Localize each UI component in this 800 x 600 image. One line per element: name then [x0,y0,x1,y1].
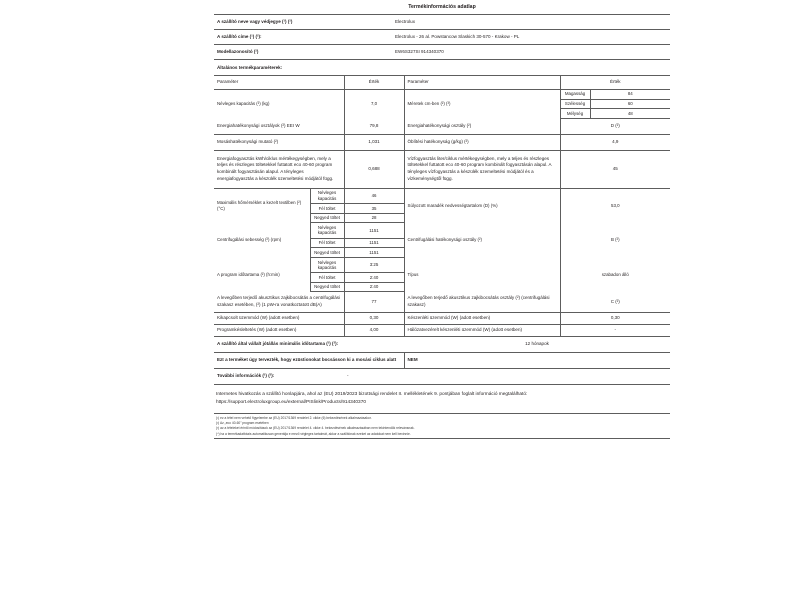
max-temperature-half-label: Fél töltet [310,203,344,213]
footnote-2: (²) Az „eco 40-60" program esetében [216,421,269,426]
washing-index-value: 1,031 [344,134,404,150]
column-header-parameter-left: Paraméter [217,79,239,85]
program-duration-label: A program időtartama (²) (h:min) [217,271,280,277]
noise-emission-value: 77 [344,292,404,313]
warranty-label: A szállító által vállalt jótállás minimális időtartama (¹) (²): [214,337,404,353]
standby-mode-label: Készenléti üzemmód (W) (adott esetben) [404,313,560,325]
table-row [214,313,670,325]
general-parameters-heading: Általános termékparaméterek: [217,64,283,70]
eei-label: Energiahatékonysági osztályok (²) EEI W [214,118,344,134]
supplier-table [214,14,670,76]
delay-start-label: Programkésleltetés (W) (adott esetben) [214,325,344,337]
program-duration-half-label: Fél töltet [310,273,344,283]
max-temperature-quarter-label: Negyed töltet [310,213,344,223]
energy-class-value: D (²) [560,118,670,134]
delay-start-value: 4,00 [344,325,404,337]
eei-value: 79,8 [344,118,404,134]
further-info-label: További információk (¹) (²): [214,369,344,385]
dimension-height-label: Magasság [560,89,590,99]
spin-speed-half-value: 1151 [344,238,404,248]
rated-capacity-label: Névleges kapacitás (²) (kg) [217,101,270,107]
spin-class-value: B (²) [560,223,670,258]
max-temperature-rated-label: Névleges kapacitás [310,188,344,203]
model-identifier-label: Modellazonosító (²) [217,48,259,54]
energy-class-label: Energiahatékonysági osztály (²) [404,118,560,134]
table-row [214,188,670,203]
table-row [214,292,670,313]
noise-emission-label: A levegőben terjedő akusztikus zajkibocsátás a centrifugálási szakasz esetében, (²) (1 pW-ra vonatkoztatott dB(A) [214,292,344,313]
spin-speed-half-label: Fél töltet [310,238,344,248]
table-row [214,45,670,60]
off-mode-label: Kikapcsolt üzemmód (W) (adott esetben) [214,313,344,325]
supplier-name-value: Electrolux [395,18,415,24]
energy-consumption-value: 0,688 [344,150,404,188]
supplier-name-label: A szállító neve vagy védjegye (¹) (²) [217,18,293,24]
dimensions-label: Méretek cm-ben (²) (³) [404,89,560,118]
dimension-width-value: 60 [590,99,670,109]
program-duration-half-value: 2:40 [344,273,404,283]
max-temperature-rated-value: 46 [344,188,404,203]
spin-speed-rated-value: 1151 [344,223,404,238]
table-row [214,150,670,188]
footnote-1: (¹) ez a tétel nem vehető figyelembe az (EU) 2017/1369 rendelet 2. cikke (6) bekezdésének alkalmazásakor. [216,415,372,420]
warranty-value: 12 hónapok [404,337,670,353]
table-row [214,257,670,272]
table-row [214,134,670,150]
table-row [214,15,670,30]
page-title: Termékinformációs adatlap [408,4,476,10]
networked-standby-label: Hálózatvezérelt készenléti üzemmód (W) (adott esetben) [404,325,560,337]
program-duration-rated-value: 3:25 [344,257,404,272]
spin-speed-quarter-value: 1151 [344,248,404,258]
product-information-sheet [214,0,670,439]
rated-capacity-value: 7,0 [344,89,404,118]
silver-ions-label: Ezt a terméket úgy tervezték, hogy ezüstionokat bocsásson ki a mosási ciklus alatt [214,353,404,369]
spin-speed-label: Centrifugálási sebesség (²) (rpm) [217,237,282,243]
rinsing-efficiency-value: 4,9 [560,134,670,150]
model-identifier-value: EW6S327SI 914340370 [395,48,444,54]
noise-class-label: A levegőben terjedő akusztikus zajkibocsátás osztály (²) (centrifugálási szakasz) [404,292,560,313]
dimension-depth-label: Mélység [560,109,590,119]
max-temperature-half-value: 35 [344,203,404,213]
dimension-depth-value: 48 [590,109,670,119]
spin-speed-quarter-label: Negyed töltet [310,248,344,258]
water-consumption-value: 45 [560,150,670,188]
supplier-address-value: Electrolux - 26 al. Powstancow Slaskich 30-570 - Krakow - PL [395,33,520,39]
spin-speed-rated-label: Névleges kapacitás [310,223,344,238]
table-row [214,30,670,45]
column-header-value-right: Érték [560,76,670,89]
program-duration-quarter-label: Negyed töltet [310,282,344,292]
residual-moisture-label: Súlyozott maradék nedvességtartalom (D) (%) [404,188,560,223]
dimension-height-value: 84 [590,89,670,99]
networked-standby-value: - [560,325,670,337]
dimension-width-label: Szélesség [560,99,590,109]
max-temperature-quarter-value: 28 [344,213,404,223]
spin-class-label: Centrifugálási hatékonysági osztály (²) [404,223,560,258]
website-reference-text: Internetes hivatkozás a szállító honlapjára, ahol az (EU) 2019/2023 bizottsági rendelet II. mellékletének 9. pontjában foglalt információ megtalálható: https://support.electroluxgroup.eu/external/PISlink/Products/914340370 [216,391,528,405]
energy-consumption-label: Energiafogyasztás kWh/ciklus mértékegységben, mely a teljes és részleges töltetekkel futtatott eco 40-60 program kombinált fogyasztásán alapul. A tényleges energiafogyasztás a készülék üzemeltetési módjától függ. [214,150,344,188]
table-row [214,118,670,134]
rinsing-efficiency-label: Öblítési hatékonyság (g/kg) (²) [404,134,560,150]
table-row [214,369,670,385]
water-consumption-label: Vízfogyasztás liter/ciklus mértékegységben, mely a teljes és részleges töltetekkel futtatott eco 40-60 program kombinált fogyasztásán alapul. A tényleges vízfogyasztás a készülék üzemeltetési módjától és a vízkeménységtől függ. [404,150,560,188]
table-row [214,223,670,238]
program-duration-rated-label: Névleges kapacitás [310,257,344,272]
column-header-value-left: Érték [344,76,404,89]
table-row [214,89,670,99]
general-parameters-heading-row [214,60,670,76]
washing-index-label: Mosáshatékonysági mutató (²) [214,134,344,150]
supplier-address-label: A szállító címe (¹) (²): [217,33,262,39]
max-temperature-label: Maximális hőmérséklet a kezelt textilben (²) (°C) [217,200,302,211]
table-header-row [214,76,670,89]
residual-moisture-value: 53,0 [560,188,670,223]
noise-class-value: C (²) [560,292,670,313]
table-row [214,325,670,337]
table-row [214,353,670,369]
program-duration-quarter-value: 2:40 [344,282,404,292]
standby-mode-value: 0,30 [560,313,670,325]
further-info-value: - [344,369,670,385]
off-mode-value: 0,30 [344,313,404,325]
appliance-type-label: Típus [404,257,560,292]
silver-ions-value: NEM [404,353,670,369]
column-header-parameter-right: Paraméter [404,76,560,89]
parameters-table [214,76,670,385]
appliance-type-value: szabadon álló [560,257,670,292]
footnotes-block [214,413,670,439]
footnote-4: (⁴) ha a termékadatbázis automatikusan generálja e mező végleges tartalmát, akkor a szállítónak ezeket az adatokat nem kell bevinnie. [216,431,411,436]
table-row [214,337,670,353]
footnote-3: (³) az a tételeket érintő módosítások az (EU) 2017/1369 rendelet 4. cikke 4. bekezdésének alkalmazásában nem tekintendők relevánsnak. [216,426,415,431]
